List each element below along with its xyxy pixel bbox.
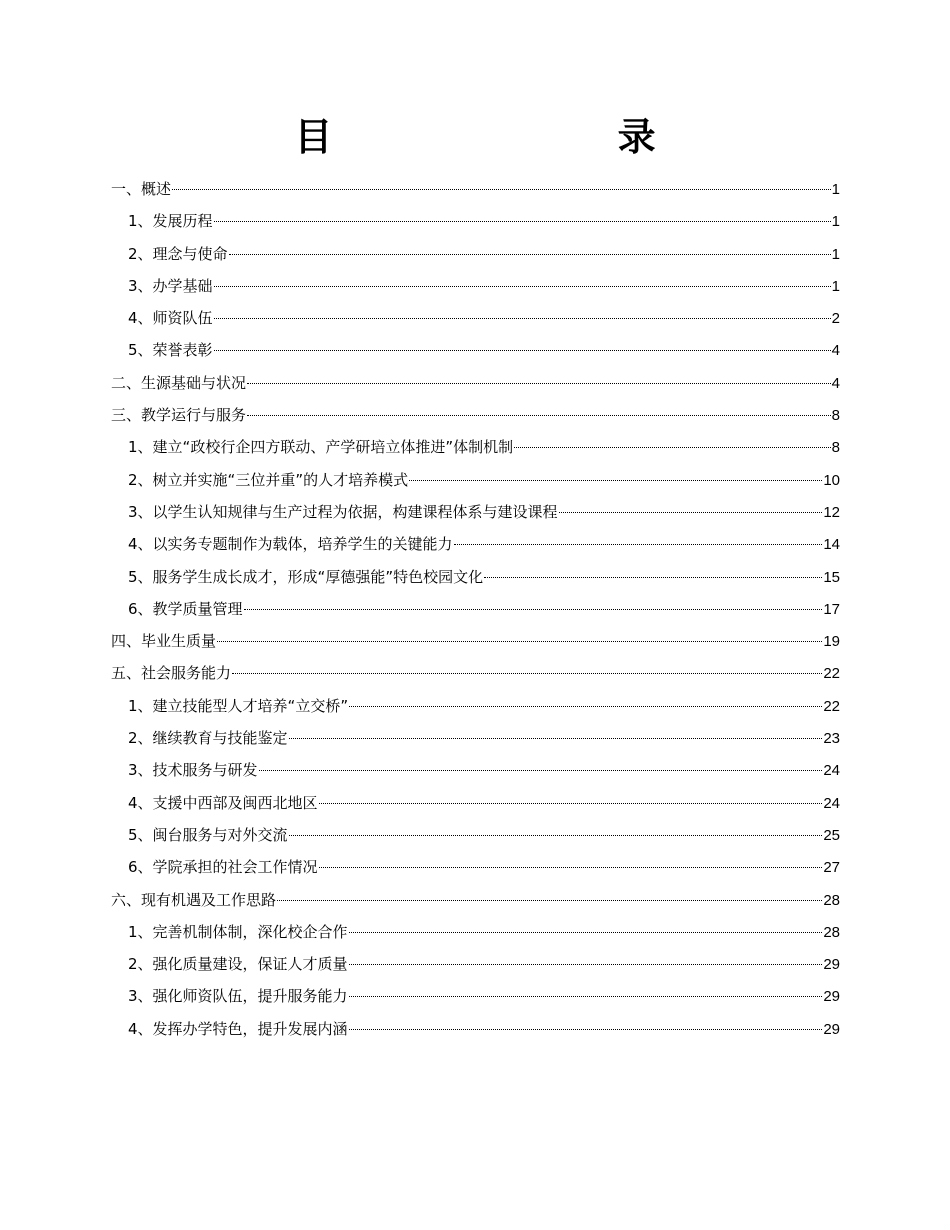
toc-entry-page-number: 4 xyxy=(831,374,840,392)
toc-dot-leader xyxy=(349,932,823,933)
toc-entry-page-number: 19 xyxy=(823,633,840,651)
toc-entry[interactable] xyxy=(111,205,840,237)
toc-entry-page-number: 1 xyxy=(831,277,840,295)
toc-entry-page-number: 24 xyxy=(823,762,840,780)
toc-entry-label: 1、建立技能型人才培养“立交桥” xyxy=(128,696,349,715)
toc-entry-page-number: 22 xyxy=(823,697,840,715)
toc-entry-label: 五、社会服务能力 xyxy=(111,664,232,683)
toc-entry[interactable] xyxy=(111,593,840,625)
toc-dot-leader xyxy=(247,415,831,416)
toc-dot-leader xyxy=(214,318,831,319)
toc-entry-label: 四、毕业生质量 xyxy=(111,632,217,651)
toc-entry-page-number: 1 xyxy=(831,181,840,198)
toc-dot-leader xyxy=(349,1029,823,1030)
toc-entry-page-number: 28 xyxy=(823,923,840,941)
toc-entry[interactable] xyxy=(111,334,840,366)
toc-entry-page-number: 28 xyxy=(823,891,840,909)
toc-dot-leader xyxy=(172,189,831,190)
toc-entry-page-number: 29 xyxy=(823,956,840,974)
toc-entry-label: 3、办学基础 xyxy=(128,276,213,295)
toc-entry[interactable] xyxy=(111,367,840,399)
toc-entry-page-number: 12 xyxy=(823,503,840,521)
toc-entry-page-number: 4 xyxy=(831,342,840,360)
toc-dot-leader xyxy=(217,641,822,642)
toc-entry-label: 5、荣誉表彰 xyxy=(128,341,213,360)
toc-entry-label: 一、概述 xyxy=(111,180,172,198)
toc-entry[interactable] xyxy=(111,464,840,496)
toc-entry-label: 4、支援中西部及闽西北地区 xyxy=(128,793,318,812)
toc-entry-page-number: 2 xyxy=(831,310,840,328)
toc-dot-leader xyxy=(319,867,823,868)
toc-entry-label: 1、建立“政校行企四方联动、产学研培立体推进”体制机制 xyxy=(128,438,514,457)
toc-entry[interactable] xyxy=(111,916,840,948)
toc-entry-page-number: 8 xyxy=(831,439,840,457)
toc-entry-label: 二、生源基础与状况 xyxy=(111,373,247,392)
toc-entry[interactable] xyxy=(111,173,840,205)
toc-entry-label: 3、技术服务与研发 xyxy=(128,761,258,780)
toc-dot-leader xyxy=(289,835,823,836)
toc-entry-page-number: 22 xyxy=(823,665,840,683)
toc-entry-page-number: 24 xyxy=(823,794,840,812)
toc-dot-leader xyxy=(277,900,822,901)
toc-entry-page-number: 25 xyxy=(823,826,840,844)
toc-dot-leader xyxy=(229,254,831,255)
toc-entry-page-number: 17 xyxy=(823,600,840,618)
toc-entry-label: 5、服务学生成长成才，形成“厚德强能”特色校园文化 xyxy=(128,567,484,586)
toc-dot-leader xyxy=(409,480,822,481)
toc-entry[interactable] xyxy=(111,819,840,851)
toc-dot-leader xyxy=(559,512,823,513)
toc-entry[interactable] xyxy=(111,238,840,270)
toc-dot-leader xyxy=(214,350,831,351)
toc-dot-leader xyxy=(349,996,823,997)
toc-entry-label: 2、继续教育与技能鉴定 xyxy=(128,729,288,748)
toc-entry[interactable] xyxy=(111,884,840,916)
toc-entry[interactable] xyxy=(111,625,840,657)
toc-entry[interactable] xyxy=(111,851,840,883)
toc-entry-page-number: 8 xyxy=(831,407,840,425)
toc-entry-page-number: 29 xyxy=(823,988,840,1006)
toc-entry-label: 2、强化质量建设，保证人才质量 xyxy=(128,955,348,974)
toc-dot-leader xyxy=(289,738,823,739)
toc-dot-leader xyxy=(349,964,823,965)
toc-entry-label: 六、现有机遇及工作思路 xyxy=(111,890,277,909)
toc-entry-label: 4、发挥办学特色，提升发展内涵 xyxy=(128,1019,348,1038)
toc-entry-label: 2、理念与使命 xyxy=(128,244,228,263)
toc-entry-page-number: 29 xyxy=(823,1020,840,1038)
toc-entry-page-number: 15 xyxy=(823,568,840,586)
toc-entry[interactable] xyxy=(111,528,840,560)
toc-entry[interactable] xyxy=(111,690,840,722)
toc-dot-leader xyxy=(247,383,831,384)
toc-dot-leader xyxy=(214,221,831,222)
toc-entry[interactable] xyxy=(111,657,840,689)
toc-entry-label: 6、教学质量管理 xyxy=(128,599,243,618)
toc-entry-label: 三、教学运行与服务 xyxy=(111,406,247,425)
toc-entry[interactable] xyxy=(111,302,840,334)
toc-dot-leader xyxy=(259,770,823,771)
toc-entry-page-number: 27 xyxy=(823,859,840,877)
toc-dot-leader xyxy=(244,609,823,610)
toc-entry[interactable] xyxy=(111,431,840,463)
toc-entry-page-number: 10 xyxy=(823,471,840,489)
toc-entry[interactable] xyxy=(111,561,840,593)
toc-dot-leader xyxy=(349,706,822,707)
toc-entry[interactable] xyxy=(111,754,840,786)
toc-entry[interactable] xyxy=(111,722,840,754)
toc-entry-page-number: 23 xyxy=(823,730,840,748)
toc-dot-leader xyxy=(232,673,822,674)
toc-entry-label: 2、树立并实施“三位并重”的人才培养模式 xyxy=(128,470,409,489)
toc-entry-label: 4、以实务专题制作为载体，培养学生的关键能力 xyxy=(128,535,453,554)
toc-entry-page-number: 1 xyxy=(831,213,840,231)
table-of-contents xyxy=(111,173,840,1045)
toc-entry[interactable] xyxy=(111,787,840,819)
toc-entry-label: 3、强化师资队伍，提升服务能力 xyxy=(128,987,348,1006)
toc-entry-label: 6、学院承担的社会工作情况 xyxy=(128,858,318,877)
toc-dot-leader xyxy=(214,286,831,287)
toc-entry-label: 5、闽台服务与对外交流 xyxy=(128,825,288,844)
toc-entry-page-number: 14 xyxy=(823,536,840,554)
toc-entry[interactable] xyxy=(111,399,840,431)
toc-entry-label: 3、以学生认知规律与生产过程为依据，构建课程体系与建设课程 xyxy=(128,502,558,521)
toc-entry-label: 1、完善机制体制，深化校企合作 xyxy=(128,922,348,941)
toc-entry-label: 1、发展历程 xyxy=(128,212,213,231)
toc-dot-leader xyxy=(454,544,823,545)
toc-entry[interactable] xyxy=(111,948,840,980)
toc-dot-leader xyxy=(514,447,831,448)
toc-entry[interactable] xyxy=(111,980,840,1012)
toc-dot-leader xyxy=(319,803,823,804)
page-title: 目 录 xyxy=(294,114,792,159)
toc-dot-leader xyxy=(484,577,822,578)
toc-entry[interactable] xyxy=(111,1013,840,1045)
toc-entry[interactable] xyxy=(111,270,840,302)
toc-entry[interactable] xyxy=(111,496,840,528)
toc-entry-page-number: 1 xyxy=(831,245,840,263)
toc-entry-label: 4、师资队伍 xyxy=(128,309,213,328)
